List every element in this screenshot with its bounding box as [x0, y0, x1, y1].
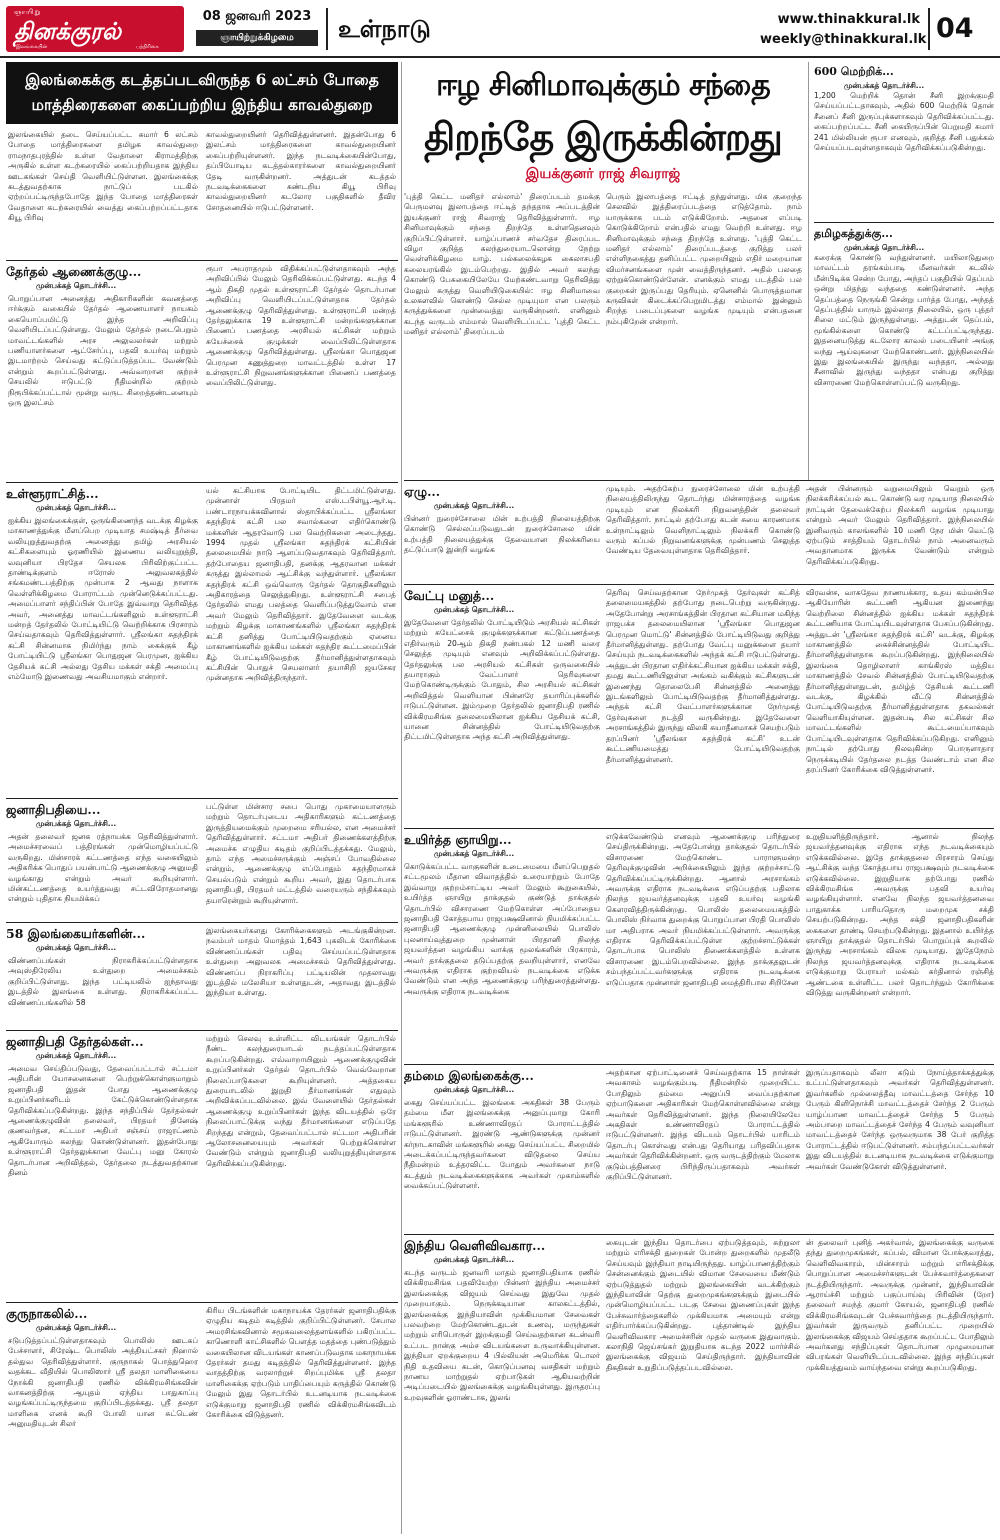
- column-divider: [401, 62, 402, 1534]
- kurunegala-col2: கிரிய பிடங்களின் மகாநாயக்க தேரர்கள் ஜனாதிபதிக்கு ஏழுதிய கடிதம் கடித்தில் குறிப்பிட்டுள்ளனர். சேபால அமரசிங்கவினால் சமூகவலைத்தளங்களில் பகிரப்பட்ட காணொளி காட்சிகளில் பௌத்த மதத்தை புண்படுத்தும் வகையிலான விடயங்கள் காணப்படுவதாக மகாநாயக்க தேரர்கள் தமது கடிதத்தில் தெரிவித்துள்ளனர். இந்த வாதத்திற்கு வரலாற்றுச் சிறப்புமிக்க ஸ்ரீ தலதா மாளிகைக்கு ஏற்படும் பாதிப்பையும் கருத்தில் கொண்டு மேலும் இது தொடர்பில் உடனடியாக நடவடிக்கை எடுக்குமாறு ஜனாதிபதி ரணில் விக்கிரமசிங்கவிடம் கோரிக்கை விடுத்தனர்.: [206, 1306, 396, 1420]
- indian-fm-cont: முன்பக்கத் தொடர்ச்சி...: [434, 1255, 515, 1264]
- refugees-col3: இருப்பதாகவும் லீலா கடும் நோய்த்தாக்கத்துக்கு உட்பட்டுள்ளதாகவும் அவர்கள் தெரிவித்துள்ளனர். இவர்களில் முல்லைத்தீவு மாவட்டத்தை சேர்ந்த 10 பேரும் கிளிநொச்சி மாவட்டத்தைச் சேர்ந்த 2 பேரும் யாழ்ப்பாண மாவட்டத்தைச் சேர்ந்த 5 பேரும் அம்பாறை மாவட்டத்தைச் சேர்ந்த 4 பேரும் வவுனியா மாவட்டத்தைச் சேர்ந்த ஒருவருமாக 38 பேர் குறித்த போராட்டத்தில் ஈடுபட்டுள்ளனர். சம்பந்தப்பட்டவர்கள் இது விடயத்தில் உடனடியாக நடவடிக்கை எடுக்குமாறு அவர்கள் வேண்டுகோள் விடுத்துள்ளனர்.: [806, 1068, 994, 1171]
- local-councils-title: உள்ளூராட்சித்...: [6, 486, 99, 501]
- brief-tamilnadu-title: தமிழகத்துக்கு...: [814, 227, 893, 240]
- local-councils-cont: முன்பக்கத் தொடர்ச்சி...: [36, 503, 117, 512]
- section-title: உள்நாடு: [338, 14, 431, 43]
- refugees-story: [404, 1068, 600, 1095]
- brief-tamilnadu-cont: முன்பக்கத் தொடர்ச்சி...: [844, 243, 925, 252]
- feature-col1: 'புத்தி கெட்ட மனிதர் எல்லாம்' திரைப்படம் தமக்கு பெருமளவு இலாபத்தை ஈட்டித் தந்ததாக அப்படத்தின் இயக்குனர் ராஜ் சிவராஜ் தெரிவித்துள்ளார். ஈழ சினிமாவுக்கும் சந்தை திறந்தே உள்ளதெனவும் குறிப்பிட்டுள்ளார். யாழ்ப்பாணச் சர்வதேச திரைப்பட விழா குறித்த கலந்துரையாடலொன்று நேற்று வெள்ளிக்கிழமை யாழ். பல்கலைக்கழக கைலாசபதி கலையரங்கில் இடம்பெற்றது. இதில் அவர் கலந்து கொண்டு பேசுகையிலேயே மேற்கண்டவாறு தெரிவித்து மேலும் கருத்து வெளியிடுகையில்: ஈழ சினிமாவை உலகளவில் கொண்டு செல்ல முடியுமா என பலரும் கருத்துக்களை முன்வைத்து வருகின்றனர். எனினும் கடந்த வருடம் எம்மால் வெளியிடப்பட்ட 'புத்தி கெட்ட மனிதர் எல்லாம்' திரைப்படம்: [404, 192, 600, 337]
- president-col2: பட்டுள்ள மின்சார சபை பொது முகாமையாளரும் மற்றும் தொடர்புடைய அதிகாரிகளும் கட்டணத்தை இருத்தியமைக்கும் முறைமை சரியல்ல, என அமைச்சர் தெரிவித்துள்ளார். சட்டமா அதிபர் திணைக்களத்திற்கு அமைச்சு எழுதிய கடிதம் குறிப்பிடத்தக்கது. மேலும், தாம் எந்த அமைச்சருக்கும் அஞ்சப் போவதில்லை என்றும், ஆணைக்குழு எப்போதும் சுதந்திரமாகச் செயல்படும் என்றும் கூறிய அவர், இது தொடர்பாக ஜனாதிபதி, பிரதமர் மட்டத்தில் வரையரும் சந்திக்கவும் தயாரென்றும் கூறியுள்ளார்.: [206, 802, 396, 905]
- pres-election-col1: அமைவ செய்திப்படுவது, தேவைப்பட்டால் சட்டமா அதிபரின் யோசனைகளை பெற்றுக்கொள்ளுமாறும் ஜனாதிபதி இதன் போது ஆணைக்குழு உறுப்பினர்களிடம் கேட்டுக்கொண்டுள்ளதாக தெரிவிக்கப்படுகின்றது. இந்த சந்திப்பில் தேர்தல்கள் ஆணைக்குழுவின் தலைவர், பிரதமர் தினேஷ் குணவர்தன, சட்டமா அதிபர் சஞ்சய் ராஜரட்ணம் ஆகியோரும் கலந்து கொண்டுள்ளனர். இதன்போது உள்ளூராட்சி தேர்தலுக்கான வேட்பு மனு கோரல் தொடர்பான அறிவித்தல், தேர்தலை நடத்துவதற்கான தினம்: [8, 1064, 198, 1178]
- elu-col3: அதன் பின்னரும் வறுமையிலும் வெறும் ஒரு நிலக்கரிக்கப்பல் கூட கொண்டு வர முடியாத நிலையில் நாட்டின் தேவைக்கேற்ப நிலக்கரி வழங்க முடியாது என்றும் அவர் மேலும் தெரிவித்தார். இந்நிலையில் இனிவரும் காலங்களில் 10 மணி நேர மின் வெட்டு ஏற்படும் சாத்தியம் தொடர்பில் நாம் அனைவரும் அவதானமாக இருக்க வேண்டும் என்றும் தெரிவிக்கப்படுகிறது.: [806, 484, 994, 566]
- sl58-title: 58 இலங்கையர்களின்...: [6, 926, 146, 941]
- lead-headline-line2: மாத்திரைகளை கைப்பற்றிய இந்திய காவல்துறை: [31, 95, 373, 114]
- pres-election-col2: மற்றும் செலவு உள்ளிட்ட விடயங்கள் தொடர்பில் நீண்ட கலந்துரையாடல் நடத்தப்பட்டுள்ளதாக கூறப்படுகின்றது. எவ்வாறாயினும் ஆணைக்குழுவின் உறுப்பினர்கள் தேர்தல் தொடர்பில் வெவ்வேறான நிலைப்பாடுகளை கூறியுள்ளனர். அத்தகைய துரையாடலில் இறுதி தீர்மானங்கள் எதுவும் அறிவிக்கப்படவில்லை. இவ் வேளையில் தேர்தல்கள் ஆணைக்குழு உறுப்பினர்கள் இந்த விடயத்தில் ஒரே நிலைப்பாட்டுக்கு வந்து தீர்மானங்களை எடுப்பதே சிறந்தது என்றும், தேவைப்பட்டால் சட்டமா அதிபரின் ஆலோசனையையும் அவர்கள் பெற்றுக்கொள்ள வேண்டும் என்றும் ஜனாதிபதி வலியுறுத்தியுள்ளதாக தெரிவிக்கப்படுகின்றது.: [206, 1034, 396, 1168]
- masthead: [0, 0, 1000, 58]
- refugees-title: தம்மை இலங்கைக்கு...: [404, 1068, 534, 1083]
- brief-sugar-body: 1,200 மெற்றிக் தொன் சீனி இறக்குமதி செய்யப்பட்டதாகவும், அதில் 600 மெற்றிக் தொன் சீனைப் சீனி இருப்புக்களாகவும் தெரிவிக்கப்பட்டது. கைப்பற்றப்பட்ட சீனி கையிருப்பின் பெறுமதி சுமார் 241 மில்லியன் ரூபா எனவும், குறித்த சீனி பதுக்கல் செய்யப்படவுள்ளதாகவும் தெரிவிக்கப்படுகின்றது.: [814, 91, 994, 153]
- kurunegala-cont: முன்பக்கத் தொடர்ச்சி...: [36, 1323, 117, 1332]
- president-story: [6, 802, 196, 829]
- feature-col2: பெரும் இலாபத்தை ஈட்டித் தந்துள்ளது. மிக குறைந்த செலவில் இத்திரைப்படத்தை எடுத்தோம். நாம் யாருக்காக படம் எடுக்கிறோம். அதனை எப்படி கொடுக்கிறோம் என்பதில் எமது வெற்றி உள்ளது. ஈழ சினிமாவுக்கும் சந்தை திறந்தே உள்ளது. 'புத்தி கெட்ட மனிதர் எல்லாம்' திரைப்படத்தை குறித்து பலர் எள்ளிநகைத்து தனிப்பட்ட முறையிலும் எதிர் மறையான விமர்சனங்களை முன் வைத்திருந்தனர். அதில் பலதை ஏற்றுக்கொண்டுள்ளேன். எனக்கும் எமது படத்தில் பல குறைகள் இருப்பது தெரியும். ஏனெனில் பொருத்தமான கருவிகள் கிடைக்கப்பெறுமிடத்து எம்மால் இன்னும் சிறந்த படைப்புகளை வழங்க முடியும் என்பதனை நம்புகிறேன் என்றார்.: [606, 192, 802, 326]
- elu-title: ஏழு...: [404, 484, 441, 499]
- local-councils-story: [6, 486, 196, 513]
- president-cont: முன்பக்கத் தொடர்ச்சி...: [36, 819, 117, 828]
- indian-fm-col3: ன் தலைவர் புனித் அகர்வால், இலங்கைக்கு வருகை தந்து துறைமுகங்கள், கப்பல், விமான போக்குவரத்து, வெளிவிவகாரம், மின்சாரம் மற்றும் எரிசக்திக்கு பொறுப்பான அமைச்சர்களுடன் பேச்சுவார்த்தைகளை நடத்தியிருந்தார். அவருக்கு முன்னர், இந்தியாவின் ஆராய்ச்சி மற்றும் பகுப்பாய்வு பிரிவின் (றோ) தலைவர் சமந்த் குமார் கோயல், ஜனாதிபதி ரணில் விக்கிரமசிங்கவுடன் பேச்சுவார்த்தை நடத்தியிருந்தார். இவர்கள் இருவரும் தனிப்பட்ட முறையில் இலங்கைக்கு விஜயம் செய்ததாக கூறப்பட்ட போதிலும் அவர்களது சந்திப்புகள் தொடர்பான முழுமையான விபரங்கள் வெளியிடப்படவில்லை. இந்த சந்திப்புகள் முக்கியத்துவம் வாய்ந்தவை என்று கூறப்படுகிறது.: [806, 1238, 994, 1372]
- email-link[interactable]: weekly@thinakkural.lk: [760, 32, 927, 47]
- brief-sugar-title: 600 மெற்றிக்...: [814, 65, 894, 78]
- story-divider: [404, 480, 994, 481]
- feature-byline: இயக்குனர் ராஜ் சிவராஜ்: [525, 166, 681, 182]
- easter-title: உயிர்த்த ஞாயிறு...: [404, 832, 512, 847]
- easter-col3: உறுதியளித்திருந்தார். ஆனால் நிலந்த ஜயவர்த்தனவுக்கு எதிராக எந்த நடவடிக்கையும் எடுக்கவில்லை. இதே தாக்குதலை பிரசாரம் செய்து ஆட்சிக்கு வந்த கோத்தபாய ராஜபக்ஷவும் நடவடிக்கை எடுக்கவில்லை. இறுதியாக தற்போது ரணில் விக்கிரமசிங்க அவருக்கு பதவி உயர்வு வழங்கியுள்ளார். எனவே நிலந்த ஜயவர்த்தனவை பாதுகாக்க பாரியதொரு மறைமுக சக்தி செயற்படுகின்றது. அந்த சக்தி ஜனாதிபதிகளின் கைகளை தாண்டி செயற்படுகின்றது. இதனால் உயிர்த்த ஞாயிறு தாக்குதல் தொடர்பில் பொறுப்புக் கூறலில் இருந்து அரசாங்கம் விலக முடியாது. இதேநேரம் நிலந்த ஜயவர்த்தனவுக்கு எதிராக நடவடிக்கை எடுக்குமாறு பேராயர் மல்கம் கர்தினால் ரஞ்சித் ஆண்டகை உள்ளிட்ட பலர் தொடர்ந்தும் கோரிக்கை விடுத்து வருகின்றனர் என்றார்.: [806, 832, 994, 998]
- easter-col2: எடுக்கவேண்டும் எனவும் ஆணைக்குழு பரிந்துரை செய்திருக்கின்றது. அதேபோன்று தாக்குதல் தொடர்பில் விசாரணை மேற்கொண்ட பாராளுமன்ற தெரிவுக்குழுவின் அறிக்கையிலும் இந்த குற்றச்சாட்டு தெரிவிக்கப்பட்டிருக்கின்றது. ஆனால் அரசாங்கம் அவருக்கு எதிராக நடவடிக்கை எடுப்பதற்கு பதிலாக நிலந்த ஜயவர்த்தனவுக்கு பதவி உயர்வு வழங்கி கௌரவித்திருக்கின்றது. பொலிஸ் தலைமையகத்தில் பொலிஸ் நிர்வாக துறைக்கு பொறுப்பான பிரதி பொலிஸ் மா அதிபராக அவர் நியமிக்கப்பட்டுள்ளார். அவருக்கு எதிராக தெரிவிக்கப்பட்டுள்ள குற்றச்சாட்டுக்கள் தொடர்பாக பொலிஸ் திணைக்களத்தில் உள்ளக விசாரணை இடம்பெறவில்லை. இந்த தாக்குதலுடன் சம்பந்தப்பட்டவர்களுக்கு எதிராக நடவடிக்கை எடுப்பதாக முன்னாள் ஜனாதிபதி மைத்திரிபால சிறிசேன: [606, 832, 800, 987]
- nomination-col3: விரவன்ச, வாசுதேவ நாணயக்கார, உதய கம்மன்பில ஆகியோரின் கூட்டணி ஆகியன இணைந்து வெற்றிலை சின்னத்தில் ஐக்கிய மக்கள் சுதந்திரக் கூட்டணியாக போட்டியிடவுள்ளதாக பேசப்படுகின்றது. அத்துடன் 'ஸ்ரீலங்கா சுதந்திரக் கட்சி' வடக்கு, கிழக்கு மாகாணத்தில் கைச்சின்னத்தில் போட்டியிட தீர்மானித்துள்ளதாக கூறப்படுகின்றது. இந்நிலையில் இலங்கை தொழிலாளர் காங்கிரஸ் மத்திய மாகாணத்தில் சேவல் சின்னத்தில் போட்டியிடுவதற்கு தீர்மானித்துள்ளதுடன், தமிழ்த் தேசியக் கூட்டணி வடக்கு, கிழக்கில் வீட்டு சின்னத்தில் போட்டியிடுவதற்கு தீர்மானித்துள்ளதாக தகவல்கள் வெளியாகியுள்ளன. இதன்படி சில கட்சிகள் சில மாவட்டங்களில் கூட்டமைப்பாகவும் போட்டியிடவுள்ளதாக தெரிவிக்கப்படுகிறது. எனினும் நாட்டில் தற்போது நிலவுகின்ற பொருளாதார நெருக்கடியில் தேர்தலை நடத்த வேண்டாம் என சில தரப்பினர் கோரிக்கை விடுத்துள்ளனர்.: [806, 588, 994, 774]
- story-divider: [6, 1302, 398, 1303]
- logo-title: தினக்குரல்: [14, 18, 122, 45]
- elu-col1: பின்னர் நுரைச்சோலை மின் உற்பத்தி நிலையத்திற்கு கொண்டு செல்லப்படுவதுடன் நுரைச்சோலை மின் உற்பத்தி நிலையத்துக்கு தேவையான நிலக்கரியை தட்டுப்பாடு இன்றி வழங்க: [404, 514, 600, 555]
- feature-headline-line2: திறந்தே இருக்கின்றது: [424, 114, 782, 159]
- story-divider: [6, 798, 398, 799]
- president-title: ஜனாதிபதியை...: [6, 802, 101, 817]
- refugees-cont: முன்பக்கத் தொடர்ச்சி...: [434, 1085, 515, 1094]
- nomination-col1: இதேவேளை தேர்தலில் போட்டியிடும் அரசியல் கட்சிகள் மற்றும் சுயேட்சைக் குழுக்களுக்கான கட்டுப்பணத்தை எதிர்வரும் 20ஆம் திகதி நண்பகல் 12 மணி வரை செலுத்த முடியும் எனவும் அறிவிக்கப்பட்டுள்ளது. தேர்தலுக்கு பல அரசியல் கட்சிகள் ஒருவகையில் தயாராகும் வேட்பாளர் தெரிவுகளை மேற்கொண்டிருக்கும் போதும், சில அரசியல் கட்சிகள் அறிவித்தல் வெளியான பின்னரே தயாரிப்புக்களில் ஈடுபட்டுள்ளன. இம்முறை தேர்தலில் ஜனாதிபதி ரணில் விக்கிரமசிங்க தலைமையிலான ஐக்கிய தேசியக் கட்சி, யானை சின்னத்தில் போட்டியிடுவதற்கு திட்டமிட்டுள்ளதாக அந்த கட்சி அறிவித்துள்ளது.: [404, 618, 600, 742]
- refugees-col1: கைது செய்யப்பட்ட இலங்கை அகதிகள் 38 பேரும் தம்மை மீள இலங்கைக்கு அனுப்புமாறு கோரி மங்களூரில் உண்ணாவிரதப் போராட்டத்தில் ஈடுபட்டுள்ளனர். இரண்டு ஆண்டுகளுக்கு முன்னர் கர்நாடகாவின் மங்களூரில் கைது செய்யப்பட்ட சிறைமில் அடைக்கப்பட்டிருந்தவர்களை விடுதலை செய்ய நீதிமன்றம் உத்தரவிட்ட போதும் அவர்களை நாடு கடத்தும் நடவடிக்கைகளுக்காக அவர்கள் முகாம்களில் வைக்கப்பட்டுள்ளனர்.: [404, 1098, 600, 1191]
- indian-fm-story: [404, 1238, 600, 1265]
- sl58-story: [6, 926, 196, 953]
- story-divider: [6, 922, 398, 923]
- election-commission-col2: ரூபா அபராதமும் விதிக்கப்பட்டுள்ளதாகவும் அந்த அறிவிப்பில் மேலும் தெரிவிக்கப்பட்டுள்ளது. கடந்த 4 ஆம் திகதி முதல் உள்ளூராட்சி தேர்தல் தொடர்பான அறிவிப்பு வெளியிடப்பட்டுள்ளதாக தேர்தல் ஆணைக்குழு தெரிவித்துள்ளது. உள்ளூராட்சி மன்றத் தேர்தலுக்காக 19 உள்ளூராட்சி மன்றங்களுக்கான பிணைப் பணத்தை அரசியல் கட்சிகள் மற்றும் சுயேச்சைக் குழுக்கள் வைப்பிலிட்டுள்ளதாக ஆணைக்குழு தெரிவித்துள்ளது. ஸ்ரீலங்கா பொதுஜன பெரமுன கணுத்துறை மாவட்டத்தில் உள்ள 17 உள்ளூராட்சி நிறுவனங்களுக்கான பிணைப் பணத்தை வைப்பிலிட்டுள்ளது.: [206, 264, 396, 388]
- logo-small-text: ஞாயிறு: [14, 8, 42, 16]
- nomination-cont: முன்பக்கத் தொடர்ச்சி...: [434, 605, 515, 614]
- brief-sugar-cont: முன்பக்கத் தொடர்ச்சி...: [844, 81, 925, 90]
- election-commission-title: தேர்தல் ஆணைக்குழு...: [6, 264, 142, 279]
- nomination-story: [404, 588, 600, 615]
- elu-col2: முடியும். அதற்கேற்ப நுரைச்சோலை மின் உற்பத்தி நிலையத்திலிருந்து தொடர்ந்து மின்சாரத்தை வழங்க முடியும் என நிலக்கரி நிறுவனத்தின் தலைவர் தெரிவித்தார். நாட்டில் தற்போது கடன் சுமை காரணமாக உள்நாட்டிலும் வெளிநாட்டிலும் நிலக்கரி கொண்டு வரும் கப்பல் நிறுவனங்களுக்கு முன்பணம் செலுத்த வேண்டிய தேவையுள்ளதாக தெரிவித்தார்.: [606, 484, 800, 556]
- sl58-col2: இலங்கையர்களது கோரிக்கைகளும் அடங்குகின்றன. நவம்பர் மாதம் மொத்தம் 1,643 புகலிடக் கோரிக்கை விண்ணப்பங்கள் பதிவு செய்யப்பட்டுள்ளதாக உள்துறை அலுவலக அமைச்சகம் தெரிவித்துள்ளது. விண்ணப்ப நிராகரிப்பு பட்டியலின் முதலாவது இடத்தில் மலேசியா உள்ளதுடன், அதாவது இடத்தில் இந்தியா உள்ளது.: [206, 926, 396, 998]
- logo-sub-left: இலங்கையின்: [16, 44, 48, 50]
- easter-cont: முன்பக்கத் தொடர்ச்சி...: [434, 849, 515, 858]
- kurunegala-col1: சடுபடுத்தப்பட்டுள்ளதாகவும் பொலிஸ் ஊடகப் பேச்சாளர், சிரேஷ்ட பொலிஸ் அத்தியட்சகர் நிஹால் தல்துவ தெரிவித்துள்ளார். குருநாகல் பொத்துஹெர வதக்கட வீதியில் பொலிஸார் ஸ்ரீ தலதா மாளிகையை நோக்கி ஜனாதிபதி ரணில் விக்கிரமசிங்கவின் வாகனத்திற்கு ஆயுதம் ஏந்திய பாதுகாப்பு வழங்கப்பட்டிருந்தமை குறிப்பிடத்தக்கது. ஸ்ரீ தலதா மாளிகை எனக் கூறி போலி யான சுட்டெண் அனுமதியுடன் சிலர்: [8, 1336, 198, 1429]
- indian-fm-col2: கையுடன் இந்திய தொடர்பை ஏற்படுத்தவும், சுற்றுலா மற்றும் எரிசக்தி துறைகள் போன்ற துறைகளில் முதலீடு செய்யவும் இந்தியா நாடியிருந்தது. யாழ்ப்பாணத்திற்கும் சென்னைக்கும் இடையில் விமான சேவையை மீண்டும் ஏற்படுத்துதல் மற்றும் இலங்கையின் வடக்கிற்கும் இந்தியாவின் தெற்கு துறைமுகங்களுக்கும் இடையில் முன்மொழியப்பட்ட படகு சேவை இணைப்புகள் இந்த பேச்சுவார்த்தைகளில் முக்கியமாக அமையும் என்று எதிர்பார்க்கப்படுகின்றது. புத்தாண்டில் இந்திய வெளிவிவகார அமைச்சரின் முதல் வருகை இதுவாகும். கலாநிதி ஜெய்சங்கர் இறுதியாக கடந்த 2022 மார்ச்சில் இலங்கைக்கு விஜயம் செய்திருந்தார். இந்தியாவின் திகதிகள் உறுதிப்படுத்தப்படவில்லை.: [606, 1238, 800, 1372]
- election-commission-col1: பொறுப்பான அனைத்து அதிகாரிகளின் கவனத்தை ஈர்க்கும் வகையில் தேர்தல் ஆணையாளர் நாயகம் கையொப்பமிட்டு இந்த அறிவிப்பு வெளியிடப்பட்டுள்ளது. மேலும் தேர்தல் நடைபெறும் மாவட்டங்களில் அரச அலுவலர்கள் மற்றும் பணியாளர்களை ஆட்சேர்ப்பு, பதவி உயர்வு மற்றும் இடமாற்றம் செய்வது கட்டுப்படுத்தப்பட வேண்டும் என்றும் கூறப்பட்டுள்ளது. அவ்வாறான குற்றச் செயலில் ஈடுபட்டு நீதிமன்றில் குற்றம் நிரூபிக்கப்பட்டால் மூன்று வருட சிறைத்தண்டனையும் ஒரு இலட்சம்: [8, 294, 198, 408]
- feature-headline-line1: ஈழ சினிமாவுக்கும் சந்தை: [436, 68, 770, 103]
- story-divider: [6, 482, 398, 483]
- local-councils-col2: யல் கட்சியாக போட்டியிட திட்டமிட்டுள்ளது. முன்னாள் பிரதமர் எஸ்.டபிள்யூ.ஆர்.டி. பண்டாரநாயக்கவினால் ஸ்தாபிக்கப்பட்ட ஸ்ரீலங்கா சுதந்திரக் கட்சி பல சவால்களை எதிர்கொண்டு மக்களின் ஆதரவோடு பல வெற்றிகளை அடைந்தது. 1994 முதல் ஸ்ரீலங்கா சுதந்திரக் கட்சியின் தலைமையில் நாடு ஆளப்படுவதாகவும் தெரிவித்தார். தற்போதைய ஜனாதிபதி, தனக்கு ஆதரவான மக்கள் கருத்து இல்லாமல் ஆட்சிக்கு வந்துள்ளார். ஸ்ரீலங்கா சுதந்திரக் கட்சி ஒவ்வொரு தேர்தல் தொகுதிகளிலும் அதிகாரத்தை செலுத்துகிறது. உள்ளூராட்சி சபைத் தேர்தலில் எமது பலத்தை வெளிப்படுத்துவோம் என அவர் மேலும் தெரிவித்தார். இதேவேளை வடக்கு மற்றும் கிழக்கு மாகாணங்களில் ஸ்ரீலங்கா சுதந்திரக் கட்சி தனித்து போட்டியிடுவதற்கும் ஏனைய மாகாணங்களில் ஐக்கிய மக்கள் சுதந்திர கூட்டமைப்பின் கீழ் போட்டியிடுவதற்கு தீர்மானித்துள்ளதாகவும் கட்சியின் பொதுச் செயலாளர் தயாசிறி ஜயசேகர முன்னதாக அறிவித்திருந்தார்.: [206, 486, 396, 683]
- easter-col1: கொடுக்கப்பட்ட வாகுகளின் உடைமையை மீளப்பெறுதல் சட்டமூலம் மீதான விவாதத்தில் உரையாற்றும் போதே இவ்வாறு குற்றம்சாட்டிய அவர் மேலும் கூறுகையில், உயிர்த்த ஞாயிறு தாக்குதல் குண்டுத் தாக்குதல் தொடர்பில் விசாரணை மேற்கொள்ள அப்போதைய ஜனாதிபதி கோத்தபாய ராஜபக்ஷவினால் நியமிக்கப்பட்ட ஜனாதிபதி ஆணைக்குழு முன்னிலையில் பொலிஸ் புலனாய்வுத்துறை முன்னாள் பிரதானி நிலந்த ஜயவர்த்தன வழங்கிய வாக்கு மூலங்களின் பிரகாரம், அவர் தாக்குதலை தடுப்பதற்கு தவறியுள்ளார், எனவே அவருக்கு எதிராக குற்றவியல் நடவடிக்கை எடுக்க வேண்டும் என அந்த ஆணைக்குழு பரிந்துரைத்துள்ளது. அவருக்கு எதிராக நடவடிக்கை: [404, 862, 600, 996]
- brief-tamilnadu-body: கரைக்கு கொண்டு வந்துள்ளனர். மயிலாடுதுறை மாவட்டம் தரங்கம்பாடி மீனவர்கள் கடலில் மீன்பிடிக்க சென்ற போது, அந்தப் பகுதியில் தெப்பம் ஒன்று மிதந்து வந்ததை கண்டுள்ளனர். அந்த தெப்பத்தை நெருங்கி சென்று பார்த்த போது, அந்தத் தெப்பத்தில் யாரும் இல்லாத நிலையில், ஒரு புத்தர் சிலை மட்டும் இருந்துள்ளது. அத்துடன் தெப்பம், மூங்கில்களை கொண்டு கட்டப்பட்டிருந்தது. இதனையடுத்து கடலோர காவல் படையினர் அங்கு வந்து ஆய்வுகளை மேற்கொண்டனர். இந்நிலையில் இது இலங்கையில் இருந்து வந்ததா, அல்லது சீனாவில் இருந்து வந்ததா என்பது குறித்து விசாரணை மேற்கொள்ளப்பட்டு வருகிறது.: [814, 253, 994, 387]
- elu-cont: முன்பக்கத் தொடர்ச்சி...: [434, 501, 515, 510]
- local-councils-col1: ஐக்கிய இலங்கைக்குள், ஒருங்கிணைந்த வடக்கு கிழக்கு மாகாணத்துக்கு மீளப்பெற முடியாத சமஷ்டித் தீர்வை வலியுறுத்துவதற்கு அனைத்து தமிழ் அரசியல் கட்சிகளையும் ஓரணியில் இணைய வலியுறுத்தி, வவுனியா பிரதேச செயலக பிரிவிற்குட்பட்ட தாண்டிக்குளம் ஈரோஸ் அலுவலகத்தில் சங்கமண்டபத்திற்கு முன்பாக 2 ஆவது நாளாக வெள்ளிக்கிழமை போராட்டம் முன்னெடுக்கப்பட்டது. அமைப்பாளர் சந்திப்பின் போதே இவ்வாறு தெரிவித்த அவர், அனைத்து மாவட்டங்களிலும் உள்ளூராட்சி மன்றத் தேர்தலில் போட்டியிட்டு வெற்றிக்காக பிரசாரம் செய்வதாகவும் தெரிவித்துள்ளார். ஸ்ரீலங்கா சுதந்திரக் கட்சி சின்னமாக நிமிர்ந்து நாம் கைக்குக் கீழ் போட்டியிட்டு ஸ்ரீலங்கா பொதுஜன பெரமுன, ஐக்கிய தேசியக் கட்சி அல்லது தேசிய மக்கள் சக்தி அமைப்பு எம்மோடு இணைவது அவசியமாகும் என்றார்.: [8, 516, 198, 682]
- header-divider: [928, 8, 930, 50]
- nomination-col2: தெரிவு செய்வதற்கான நேர்முகத் தேர்வுகள் கட்சித் தலைமையகத்தில் தற்போது நடைபெற்று வருகின்றது. அதேபோன்று அரசாங்கத்தின் பிரதான கட்சியான மகிந்த ராஜபக்ச தலைமையிலான 'ஸ்ரீலங்கா பொதுஜன பெரமுன மொட்டு' சின்னத்தில் போட்டியிடுவது குறித்து தீர்மானித்துள்ளது. தற்போது வேட்பு மனுக்களை தயார் செய்யும் நடவடிக்கைகளில் அந்தக் கட்சி ஈடுபட்டுள்ளது. அத்துடன் பிரதான எதிர்க்கட்சியான ஐக்கிய மக்கள் சக்தி, தமது கூட்டணியிலுள்ள அங்கம் வகிக்கும் கட்சிகளுடன் இணைந்து தொலைபேசி சின்னத்தில் அனைத்து இடங்களிலும் போட்டியிடுவதற்கு தீர்மானித்துள்ளது. அந்தக் கட்சி வேட்பாளர்களுக்கான நேர்முகத் தேர்வுகளை நடத்தி வருகின்றது. இதேவேளை அரசாங்கத்தில் இருந்து விலகி சுயாதீனமாகச் செயற்படும் தரப்பினர் 'ஸ்ரீலங்கா சுதந்திரக் கட்சி' உடன் கூட்டணியமைத்து போட்டியிடுவதற்கு தீர்மானித்துள்ளனர்.: [606, 588, 800, 764]
- indian-fm-title: இந்திய வெளிவிவகார...: [404, 1238, 546, 1253]
- story-divider: [404, 1064, 994, 1065]
- sl58-col1: விண்ணப்பங்கள் நிராகரிக்கப்பட்டுள்ளதாக அவுஸ்திரேலிய உள்துறை அமைச்சகம் குறிப்பிட்டுள்ளது. இந்த பட்டியலில் ஐந்தாவது இடத்தில் இலங்கை உள்ளது. நிராகரிக்கப்பட்ட விண்ணப்பங்களில் 58: [8, 956, 198, 1007]
- pres-election-cont: முன்பக்கத் தொடர்ச்சி...: [36, 1051, 117, 1060]
- page-number: 04: [936, 13, 974, 44]
- logo-sub-right: பத்திரிகை: [136, 44, 159, 50]
- issue-date: 08 ஜனவரி 2023: [202, 9, 312, 24]
- nomination-title: வேட்பு மனுத்...: [404, 588, 495, 603]
- pres-election-story: [6, 1034, 196, 1061]
- issue-day: ஞாயிற்றுக்கிழமை: [196, 30, 318, 46]
- indian-fm-col1: கடந்த வருடம் ஜனவரி மாதம் ஜனாதிபதியாக ரணில் விக்கிரமசிங்க பதவியேற்ற பின்னர் இந்திய அமைச்சர் இலங்கைக்கு விஜயம் செய்வது இதுவே முதல் முறையாகும். நெருக்கடியான காலகட்டத்தில், இலங்கைக்கு இந்தியாவின் முக்கியமான சேவைகள் பலவற்றை மேற்கொண்டதுடன் உணவு, மருந்துகள் மற்றும் எரிபொருள் இறக்குமதி செய்வதற்கான கடன்வரி உட்பட நான்கு அம்ச விடயங்களை உருவாக்கியுள்ளன. இந்தியா ஏறக்குறைய 4 பில்லியன் அமெரிக்க டொலர் நிதி உதவியை கடன், கொடுப்பனவு வசதிகள் மற்றும் நாணய மாற்றுதல் ஏற்பாடுகள் ஆகியவற்றின் அடிப்படையில் இலங்கைக்கு வழங்கியுள்ளது. இருதரப்பு உறவுகளின் ஓராண்டாக, இலங்: [404, 1268, 600, 1402]
- election-commission-cont: முன்பக்கத் தொடர்ச்சி...: [36, 281, 117, 290]
- story-divider: [404, 1234, 994, 1235]
- sl58-cont: முன்பக்கத் தொடர்ச்சி...: [36, 943, 117, 952]
- pres-election-title: ஜனாதிபதி தேர்தல்கள்...: [6, 1034, 144, 1049]
- newspaper-logo[interactable]: [6, 6, 184, 52]
- lead-col2: காவல்துறையினர் தெரிவித்துள்ளனர். இதன்போது 6 இலட்சம் மாத்திரைகளை காவல்துறையினர் கைப்பற்றியுள்ளனர். இந்த நடவடிக்கையின்போது, தப்பியோடிய கடத்தல்காரர்களை காவல்துறையினர் தேடி வருகின்றனர். அத்துடன் கடத்தல் நடவடிக்கைகளை கண்டறிய கியூ பிரிவு காவல்துறையினர் கடலோர பகுதிகளில் தீவிர சோதனையில் ஈடுபட்டுள்ளனர்.: [206, 130, 396, 212]
- story-divider: [404, 584, 994, 585]
- refugees-col2: அதற்கான ஏற்பாட்டினைச் செய்வதற்காக 15 நாள்கள் அவகாசம் வழங்கும்படி நீதிமன்றில் முறையிட்ட போதிலும் தம்மை அனுப்பி வைப்பதற்கான ஏற்பாடுகளை அதிகாரிகள் மேற்கொள்ளவில்லை என்று அவர்கள் தெரிவித்துள்ளனர். இந்த நிலையிலேயே அகதிகள் உண்ணாவிரதப் போராட்டத்தில் ஈடுபட்டுள்ளனர். இந்த விடயம் தொடர்பில் யாரிடம் தொடர்பு கொள்வது என்பது தெரியாது பரிதவிப்பதாக அவர்கள் தெரிவிக்கின்றனர். ஒரு வருடத்திற்கும் மேலாக குடும்பத்தினரை பிரிந்திருப்பதாகவும் அவர்கள் குறிப்பிட்டுள்ளனர்.: [606, 1068, 800, 1182]
- story-divider: [6, 1030, 398, 1031]
- story-divider: [6, 260, 398, 261]
- brief-sugar: [814, 64, 994, 219]
- lead-col1: இலங்கையில் தடை செய்யப்பட்ட சுமார் 6 லட்சம் போதை மாத்திரைகளை தமிழக காவல்துறை ராமநாதபுரத்தில் உள்ள வேதாளை கிராமத்திற்கு அருகில் உள்ள கடற்கரையில் கைப்பற்றியதாக இந்திய ஊடகங்கள் செய்தி வெளியிட்டுள்ளன. இலங்கைக்கு கடத்துவதற்காக நாட்டுப் படகில் ஏற்றப்பட்டிருந்தபோதே இந்த போதை மாத்திரைகள் வேதாளை கடற்கரையில் வைத்து கைப்பற்றப்பட்டதாக கியூ பிரிவு: [8, 130, 198, 223]
- brief-divider: [814, 222, 994, 223]
- feature-headline: [404, 62, 802, 188]
- kurunegala-title: குருநாகலில்...: [6, 1306, 88, 1321]
- column-divider: [808, 62, 809, 480]
- lead-headline-line1: இலங்கைக்கு கடத்தப்படவிருந்த 6 லட்சம் போதை: [25, 70, 379, 89]
- dateline: [196, 8, 318, 50]
- lead-headline: [6, 62, 398, 124]
- easter-story: [404, 832, 600, 859]
- elu-story: [404, 484, 600, 511]
- contact-info: [760, 10, 927, 50]
- website-link[interactable]: www.thinakkural.lk: [777, 12, 920, 27]
- header-divider: [326, 8, 328, 50]
- story-divider: [404, 828, 994, 829]
- kurunegala-story: [6, 1306, 196, 1333]
- president-col1: அதன் தலைவர் ஜனக ரத்நாயக்க தெரிவித்துள்ளார். அமைச்சரவைப் பத்திரங்கள் முன்மொழியப்பட்டு வருகிறது. மின்சாரக் கட்டணத்தை எந்த வகையிலும் அதிகரிக்க பொதுப் பயன்பாட்டு ஆணைக்குழு அனுமதி வழங்காது என்றும் அவர் கூறியுள்ளார். மின்கட்டணத்தை உயர்த்துவது சட்டவிரோதமானது என்றும் புதிதாக நியமிக்கப்: [8, 832, 198, 904]
- brief-tamilnadu: [814, 226, 994, 479]
